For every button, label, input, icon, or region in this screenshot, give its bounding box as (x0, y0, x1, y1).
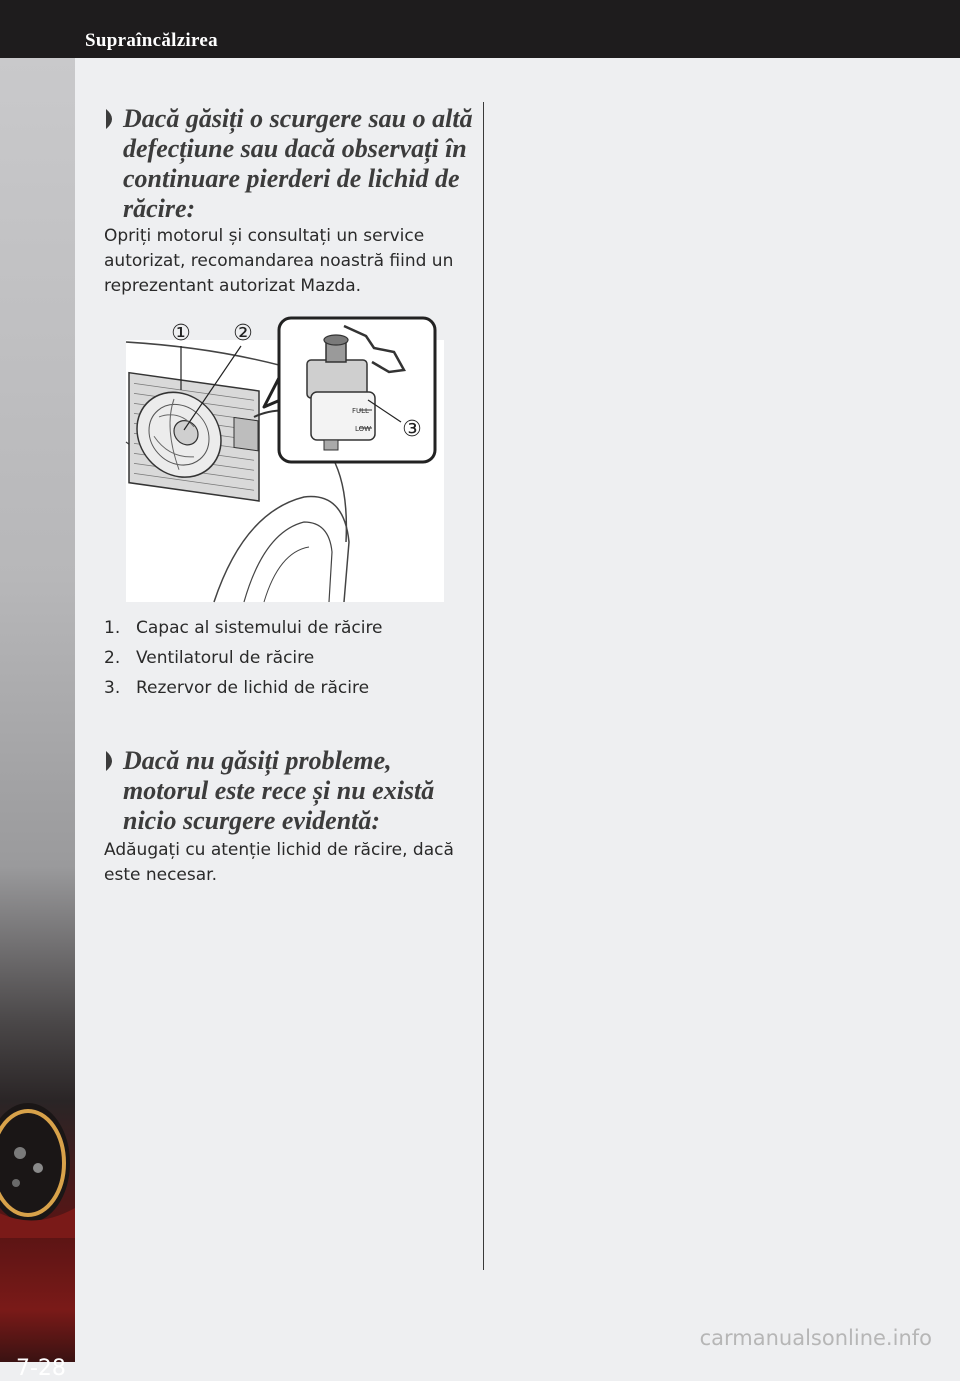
headlight-decoration-icon (0, 1058, 100, 1238)
section-heading-no-problem (104, 746, 474, 836)
heading-marker-icon (104, 108, 118, 130)
component-legend (104, 614, 383, 704)
callout-2: ② (233, 321, 253, 346)
cooling-system-illustration (104, 312, 444, 602)
section-title: Supraîncălzirea (85, 30, 218, 51)
list-item: 1. Capac al sistemului de răcire (104, 618, 383, 638)
callout-3: ③ (402, 417, 422, 442)
header-bar (0, 0, 960, 58)
watermark: carmanualsonline.info (699, 1326, 932, 1350)
side-strip (0, 58, 75, 1381)
heading-text: Dacă nu găsiți probleme, motorul este rece și nu există nicio scurgere evidentă: (123, 746, 435, 835)
heading-marker-icon (104, 750, 118, 772)
heading-text: Dacă găsiți o scurgere sau o altă defecțiune sau dacă observați în continuare pierderi de lichid de răcire: (123, 104, 473, 223)
list-item: 3. Rezervor de lichid de răcire (104, 678, 370, 698)
tank-low-label: LOW (355, 425, 372, 433)
column-divider (483, 102, 484, 1270)
tank-full-label: FULL (352, 407, 369, 415)
page-number: 7-28 (16, 1356, 66, 1381)
section-body-no-problem: Adăugați cu atenție lichid de răcire, dacă este necesar. (104, 840, 454, 885)
section-heading-leak (104, 104, 474, 224)
section-body-leak: Opriți motorul și consultați un service autorizat, recomandarea noastră fiind un reprezentant autorizat Mazda. (104, 226, 454, 296)
callout-1: ① (171, 321, 191, 346)
list-item: 2. Ventilatorul de răcire (104, 648, 315, 668)
